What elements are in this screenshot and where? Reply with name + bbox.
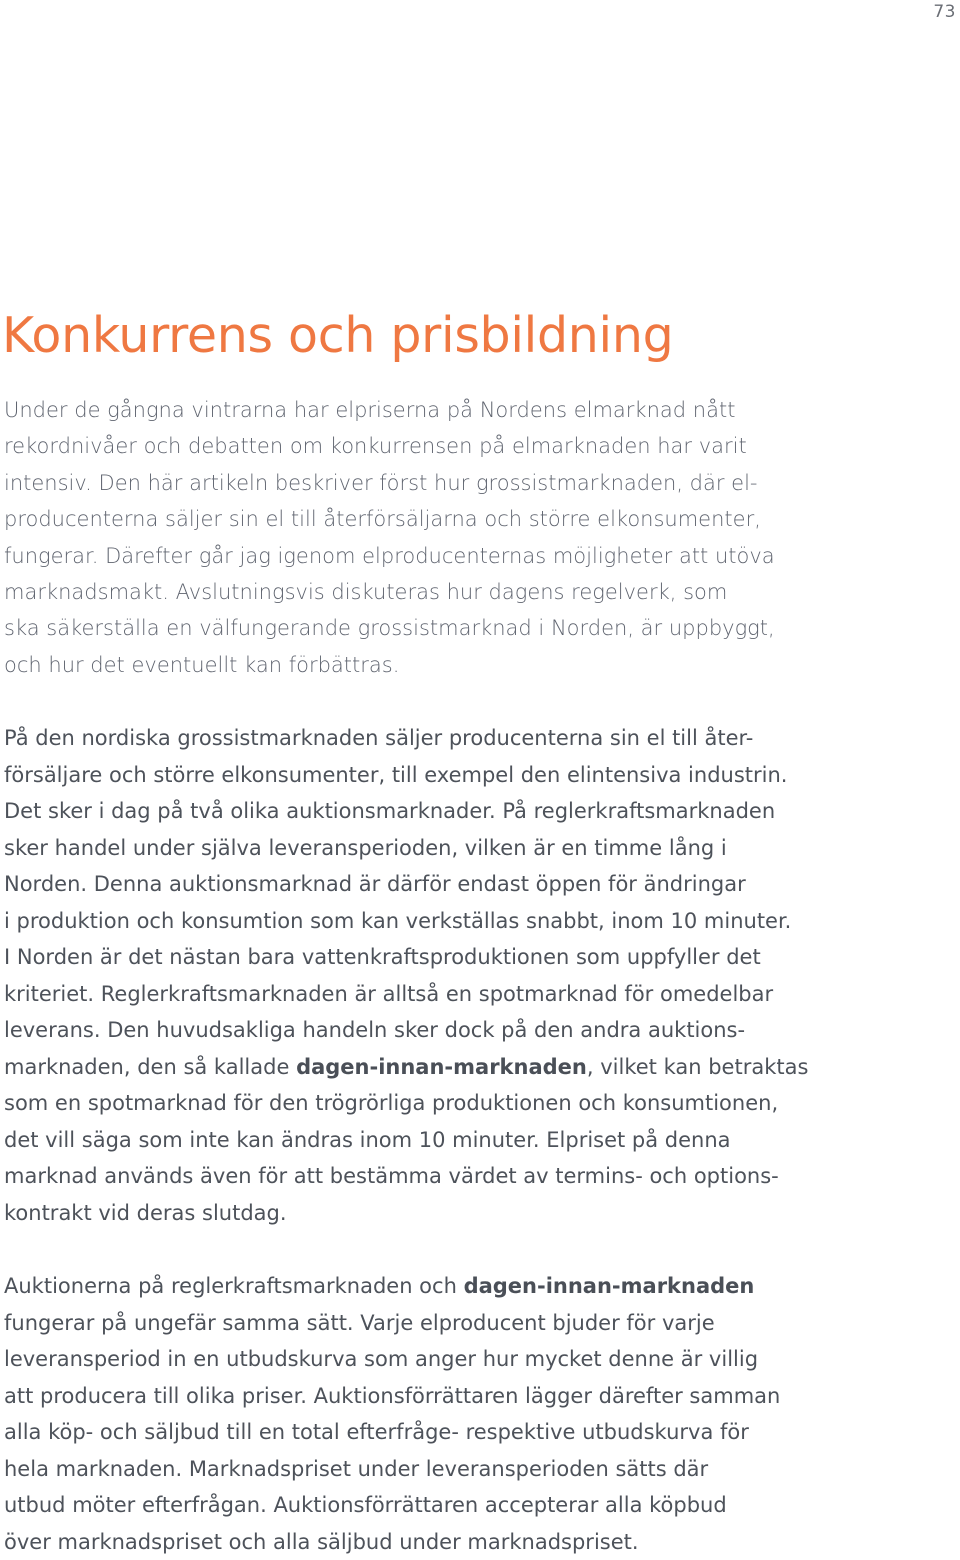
key-term: dagen-innan-marknaden [463, 1274, 755, 1298]
body-line: fungerar på ungefär samma sätt. Varje elproducent bjuder för varje [4, 1310, 715, 1335]
intro-line: Under de gångna vintrarna har elpriserna på Nordens elmarknad nått [4, 398, 736, 422]
body-line: över marknadspriset och alla säljbud under marknadspriset. [4, 1529, 639, 1554]
key-term: dagen-innan-marknaden [296, 1054, 587, 1079]
intro-line: rekordnivåer och debatten om konkurrensen på elmarknaden har varit [4, 434, 747, 459]
body-line: sker handel under själva leveransperioden, vilken är en timme lång i [4, 835, 727, 860]
body-line: Det sker i dag på två olika auktionsmarknader. På reglerkraftsmarknaden [4, 799, 776, 823]
body-line: kontrakt vid deras slutdag. [4, 1200, 287, 1225]
body-line: leveransperiod in en utbudskurva som anger hur mycket denne är villig [4, 1347, 759, 1371]
body-line: I Norden är det nästan bara vattenkraftsproduktionen som uppfyller det [4, 945, 761, 969]
page-number: 73 [933, 2, 956, 22]
body-line: leverans. Den huvudsakliga handeln sker dock på den andra auktions- [4, 1018, 746, 1042]
body-line: utbud möter efterfrågan. Auktionsförrättaren accepterar alla köpbud [4, 1493, 727, 1517]
body-line: alla köp- och säljbud till en total efterfråge- respektive utbudskurva för [4, 1420, 749, 1444]
intro-paragraph [4, 392, 844, 683]
intro-line: ska säkerställa en välfungerande grossistmarknad i Norden, är uppbyggt, [4, 616, 775, 641]
body-line: det vill säga som inte kan ändras inom 10 minuter. Elpriset på denna [4, 1127, 731, 1152]
body-paragraph-2 [4, 1268, 854, 1560]
body-line: i produktion och konsumtion som kan verkställas snabbt, inom 10 minuter. [4, 908, 792, 933]
body-text: Auktionerna på reglerkraftsmarknaden och [4, 1274, 464, 1298]
body-line: som en spotmarknad för den trögrörliga produktionen och konsumtionen, [4, 1091, 779, 1115]
body-paragraph-1 [4, 720, 854, 1231]
body-line: marknad används även för att bestämma värdet av termins- och options- [4, 1164, 779, 1188]
intro-line: och hur det eventuellt kan förbättras. [4, 652, 400, 677]
article-title: Konkurrens och prisbildning [2, 307, 674, 364]
body-line: hela marknaden. Marknadspriset under leveransperioden sätts där [4, 1456, 709, 1481]
body-text: marknaden, den så kallade [4, 1054, 297, 1079]
body-line: Norden. Denna auktionsmarknad är därför endast öppen för ändringar [4, 872, 746, 896]
body-line [4, 1049, 854, 1086]
intro-line: marknadsmakt. Avslutningsvis diskuteras hur dagens regelverk, som [4, 580, 728, 605]
body-line: På den nordiska grossistmarknaden säljer producenterna sin el till åter- [4, 726, 754, 750]
body-text: , vilket kan betraktas [586, 1054, 809, 1079]
body-line: att producera till olika priser. Auktionsförrättaren lägger därefter samman [4, 1383, 781, 1408]
intro-line: fungerar. Därefter går jag igenom elproducenternas möjligheter att utöva [4, 543, 775, 568]
body-line: försäljare och större elkonsumenter, till exempel den elintensiva industrin. [4, 762, 788, 787]
intro-line: producenterna säljer sin el till återförsäljarna och större elkonsumenter, [4, 507, 761, 532]
intro-line: intensiv. Den här artikeln beskriver först hur grossistmarknaden, där el- [4, 470, 758, 495]
body-line: kriteriet. Reglerkraftsmarknaden är alltså en spotmarknad för omedelbar [4, 981, 774, 1006]
body-line [4, 1268, 854, 1305]
